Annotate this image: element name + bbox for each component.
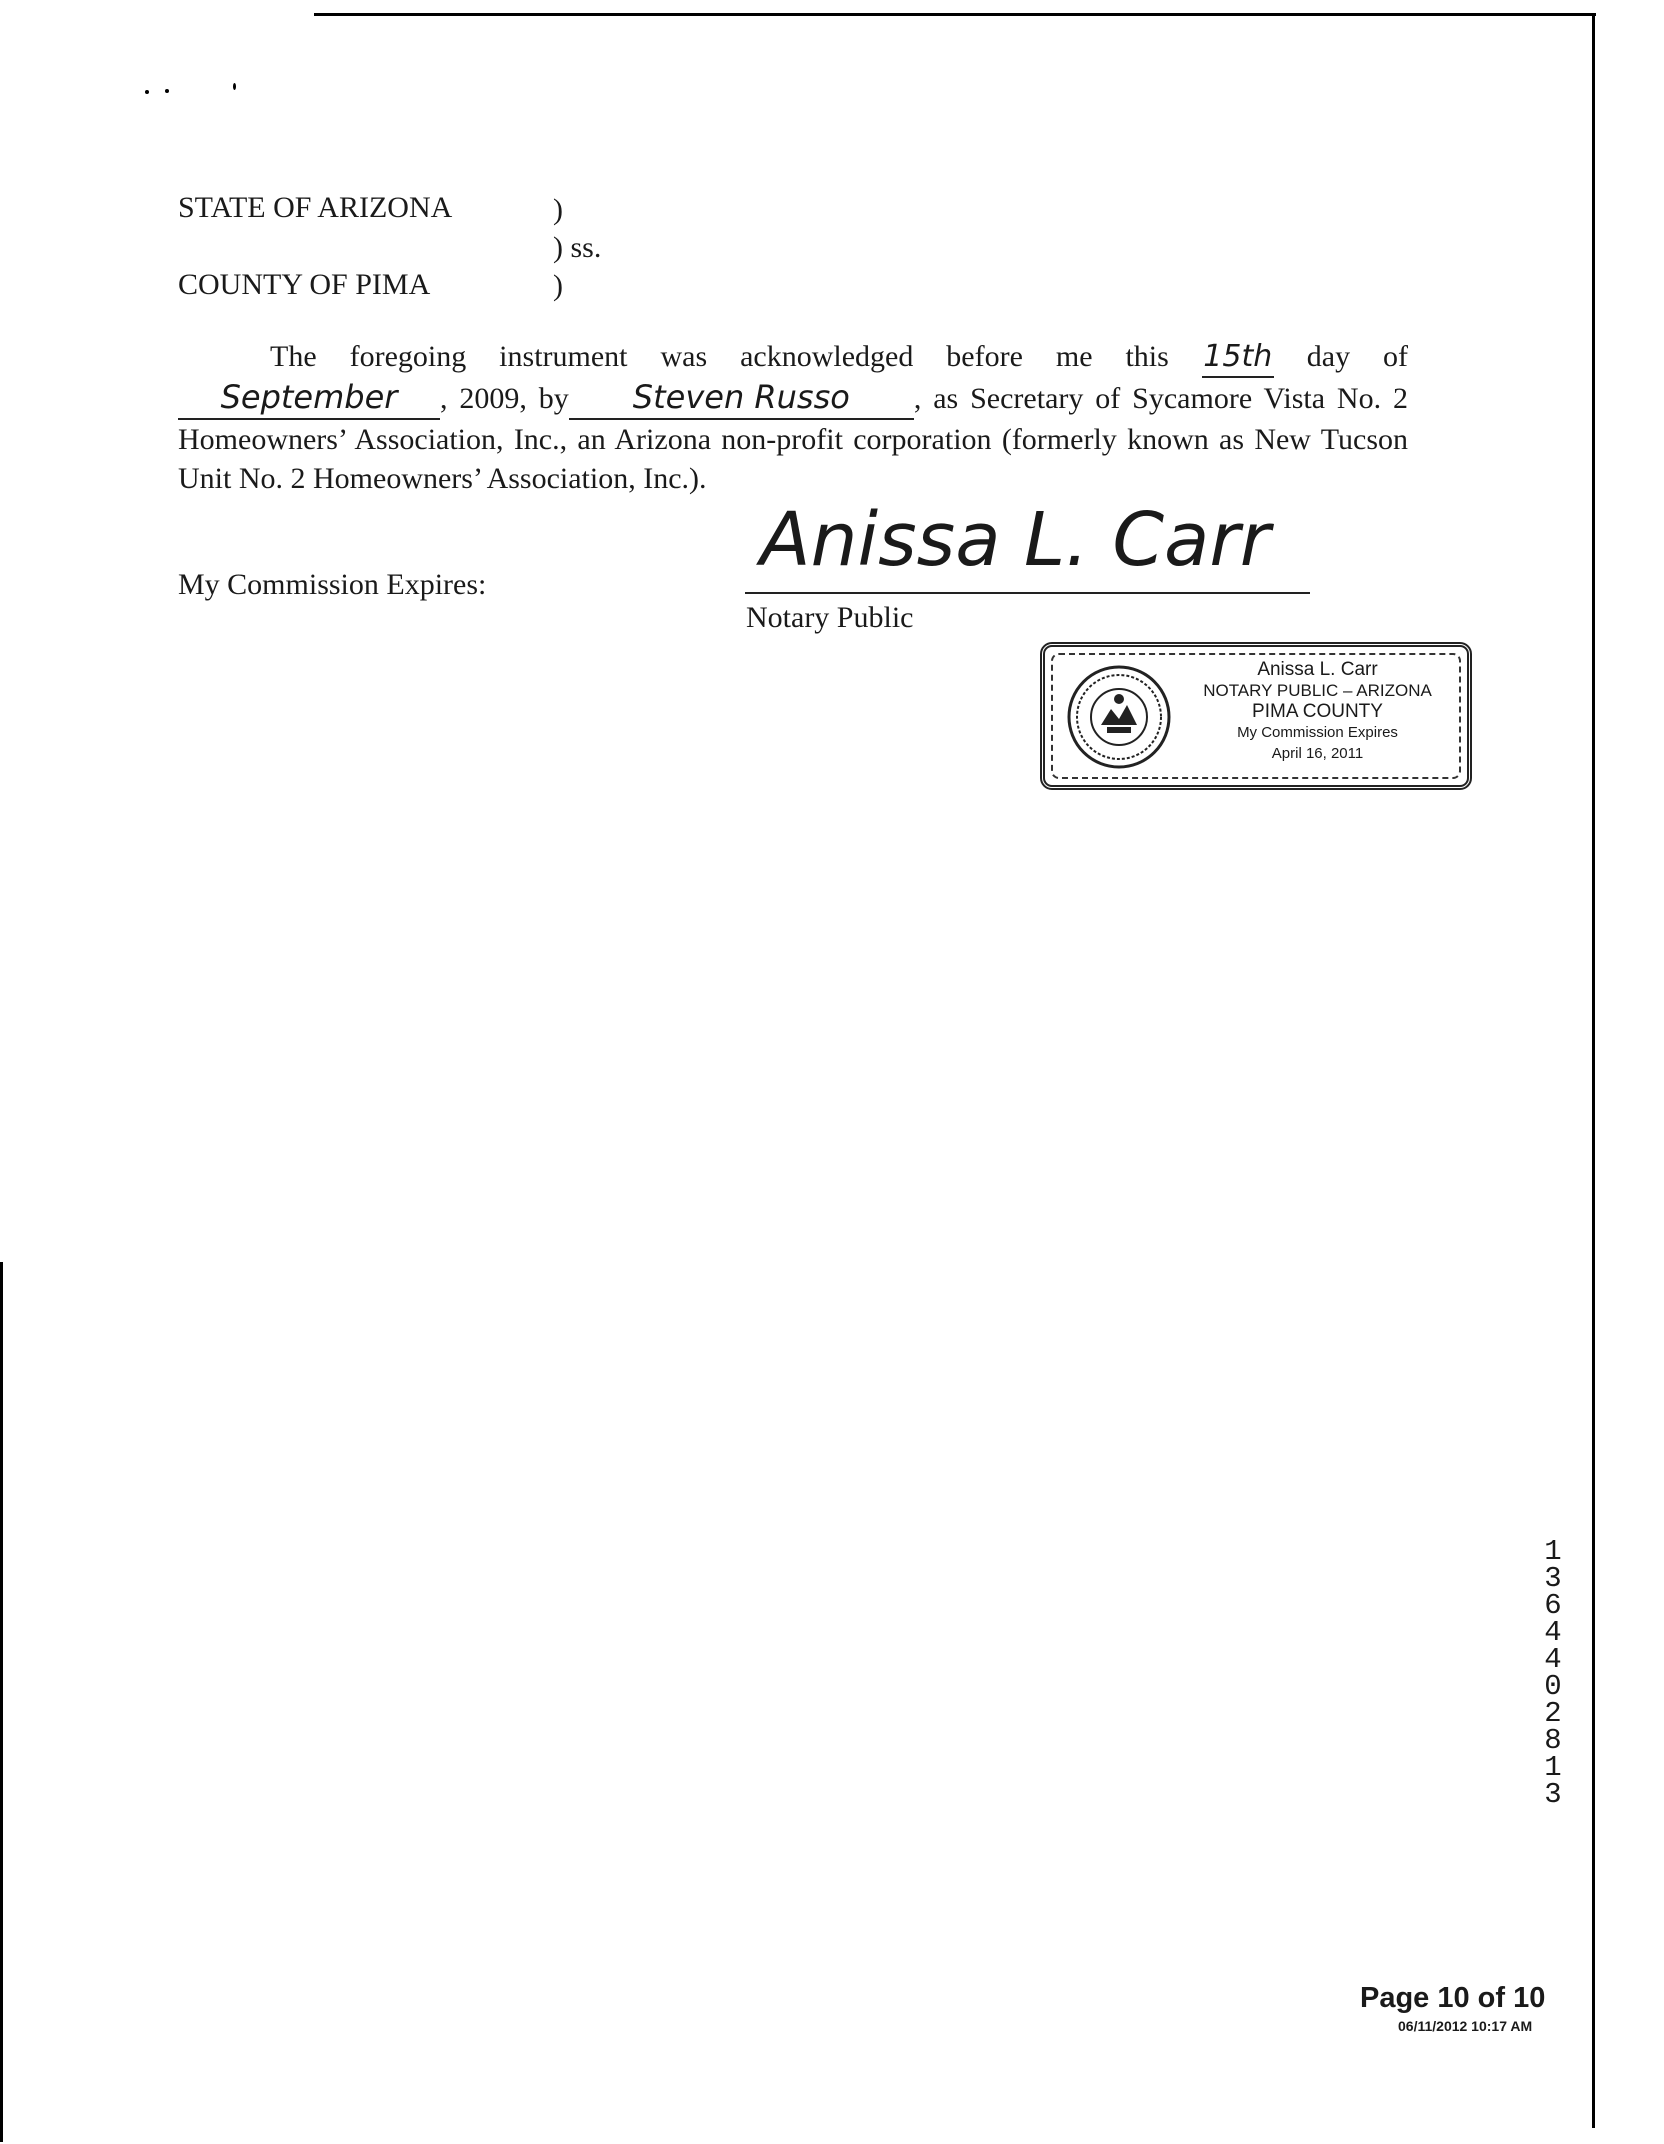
scan-speck <box>233 83 236 90</box>
notary-seal-stamp <box>1040 642 1472 790</box>
signature-line <box>745 592 1310 594</box>
seal-text-block <box>1175 659 1460 764</box>
scan-right-border <box>1592 13 1595 2128</box>
seal-expires-label: My Commission Expires <box>1237 724 1398 741</box>
footer-page-number: Page 10 of 10 <box>1360 1982 1546 2014</box>
ack-lead: The foregoing instrument was acknowledged before me this <box>270 340 1169 373</box>
notary-signature: Anissa L. Carr <box>760 497 1271 583</box>
scan-speck <box>165 89 169 93</box>
scan-left-edge-mark <box>0 1262 3 2142</box>
scan-top-border <box>314 13 1596 16</box>
seal-notary-name: Anissa L. Carr <box>1257 659 1378 680</box>
footer-timestamp: 06/11/2012 10:17 AM <box>1398 2018 1533 2034</box>
notary-public-caption: Notary Public <box>746 601 914 634</box>
recording-number: 13644 02813 <box>1544 1535 1562 1811</box>
ack-year-by: , 2009, by <box>440 382 569 415</box>
ack-day-handwritten: 15th <box>1203 339 1273 374</box>
ack-day-of: day of <box>1306 340 1409 373</box>
scan-speck <box>145 90 149 94</box>
venue-paren: ) <box>553 193 563 226</box>
arizona-state-seal-icon <box>1065 663 1173 771</box>
commission-expires-label: My Commission Expires: <box>178 568 487 601</box>
ack-month-handwritten: September <box>220 378 398 416</box>
venue-ss: ) ss. <box>553 231 602 264</box>
seal-county: PIMA COUNTY <box>1252 701 1383 722</box>
seal-expires-date: April 16, 2011 <box>1271 745 1364 762</box>
venue-paren: ) <box>553 269 563 302</box>
seal-notary-title: NOTARY PUBLIC – ARIZONA <box>1203 681 1432 700</box>
venue-county: COUNTY OF PIMA <box>178 268 431 301</box>
acknowledgment-paragraph <box>178 337 1408 498</box>
ack-rest: , as Secretary of Sycamore Vista No. 2 Homeowners’ Association, Inc., an Arizona non-profit corporation (formerly known as New Tucson Unit No. 2 Homeowners’ Association, Inc.). <box>178 382 1408 495</box>
venue-state: STATE OF ARIZONA <box>178 191 453 224</box>
ack-name-handwritten: Steven Russo <box>632 378 850 416</box>
